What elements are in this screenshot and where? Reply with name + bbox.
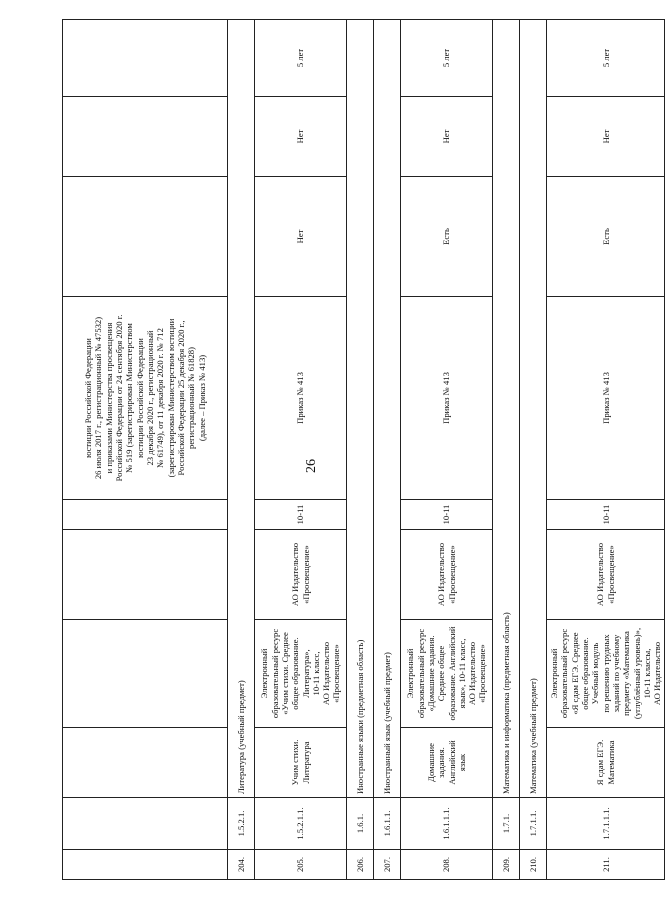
resource-description: Электронный образовательный ресурс «Домашние задания. Среднее общее образование. Английский язык», 10-11 класс, АО Издательство «Просвещение»	[401, 620, 493, 728]
resource-name: Учим стихи. Литература	[255, 728, 347, 798]
term-value: 5 лет	[401, 20, 493, 97]
row-number: 208.	[401, 850, 493, 880]
term-value: 5 лет	[547, 20, 665, 97]
row-number: 210.	[520, 850, 547, 880]
registry-sheet	[62, 20, 663, 880]
table-row	[255, 20, 347, 880]
col-8-value: Есть	[547, 177, 665, 297]
col-8-value: Есть	[401, 177, 493, 297]
section-title: Литература (учебный предмет)	[228, 20, 255, 798]
row-code: 1.7.1.	[493, 798, 520, 850]
term-value: 5 лет	[255, 20, 347, 97]
table-cell-empty	[63, 530, 228, 620]
page-number-text: 26	[304, 459, 319, 473]
section-title: Математика (учебный предмет)	[520, 20, 547, 798]
row-number: 205.	[255, 850, 347, 880]
row-code: 1.6.1.1.	[374, 798, 401, 850]
legal-basis: Приказ № 413	[401, 297, 493, 500]
row-code: 1.7.1.1.	[520, 798, 547, 850]
table-cell-empty	[63, 798, 228, 850]
resource-description: Электронный образовательный ресурс «Учим стихи. Среднее общее образование. Литература», 10-11 класс, АО Издательство «Просвещение»	[255, 620, 347, 728]
grades: 10-11	[401, 500, 493, 530]
table-cell-empty	[63, 850, 228, 880]
table-cell-empty	[63, 20, 228, 97]
section-row	[374, 20, 401, 880]
row-code: 1.7.1.1.1.	[547, 798, 665, 850]
publisher: АО Издательство «Просвещение»	[547, 530, 665, 620]
row-number: 206.	[347, 850, 374, 880]
table-row	[63, 20, 228, 880]
table-row	[547, 20, 665, 880]
row-code: 1.6.1.1.1.	[401, 798, 493, 850]
section-title: Математика и информатика (предметная область)	[493, 20, 520, 798]
resource-name: Домашние задания. Английский язык	[401, 728, 493, 798]
table-cell-empty	[63, 728, 228, 798]
resource-description: Электронный образовательный ресурс «Я сдам ЕГЭ. Среднее общее образование. Учебный модуль по решению трудных заданий по учебному предмету «Математика (углублённый уровень)», 10-11 классы, АО Издательство	[547, 620, 665, 728]
legal-basis: Приказ № 413	[547, 297, 665, 500]
registry-table	[62, 19, 665, 880]
table-row	[401, 20, 493, 880]
section-row	[520, 20, 547, 880]
row-code: 1.5.2.1.1.	[255, 798, 347, 850]
section-row	[493, 20, 520, 880]
section-row	[347, 20, 374, 880]
table-cell-empty	[63, 97, 228, 177]
publisher: АО Издательство «Просвещение»	[401, 530, 493, 620]
legal-basis-cell: юстиции Российской Федерации 26 июля 2017 г., регистрационный № 47532) и приказами Министерства просвещения Российской Федерации от 24 сентября 2020 г. № 519 (зарегистрирован Министерством юстиции Российской Федерации 23 декабря 2020 г., регистрационный № 61749), от 11 декабря 2020 г. № 712 (зарегистрирован Министерством юстиции Российской Федерации 25 декабря 2020 г., регистрационный № 61828) (далее – Приказ № 413)	[63, 297, 228, 500]
row-code: 1.6.1.	[347, 798, 374, 850]
row-number: 211.	[547, 850, 665, 880]
col-9-value: Нет	[547, 97, 665, 177]
row-number: 207.	[374, 850, 401, 880]
table-cell-empty	[63, 177, 228, 297]
publisher: АО Издательство «Просвещение»	[255, 530, 347, 620]
row-code: 1.5.2.1.	[228, 798, 255, 850]
row-number: 209.	[493, 850, 520, 880]
section-row	[228, 20, 255, 880]
grades: 10-11	[255, 500, 347, 530]
col-8-value: Нет	[255, 177, 347, 297]
row-number: 204.	[228, 850, 255, 880]
table-cell-empty	[63, 500, 228, 530]
table-cell-empty	[63, 620, 228, 728]
col-9-value: Нет	[255, 97, 347, 177]
col-9-value: Нет	[401, 97, 493, 177]
section-title: Иностранные языки (предметная область)	[347, 20, 374, 798]
legal-basis: Приказ № 413	[255, 297, 347, 500]
section-title: Иностранный язык (учебный предмет)	[374, 20, 401, 798]
grades: 10-11	[547, 500, 665, 530]
resource-name: Я сдам ЕГЭ. Математика	[547, 728, 665, 798]
